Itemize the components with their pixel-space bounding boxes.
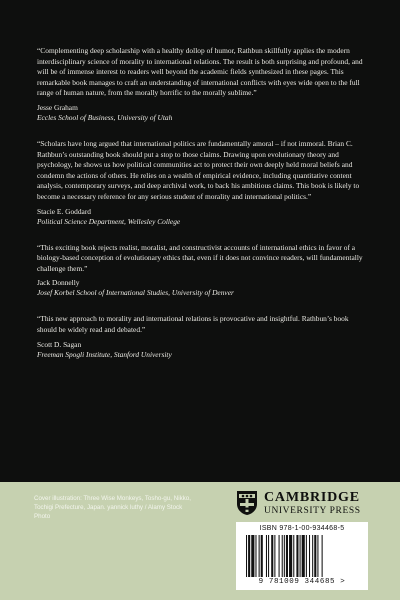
barcode-bar <box>255 535 256 577</box>
publisher-name: CAMBRIDGE <box>264 490 360 505</box>
endorsement-author: Jack Donnelly <box>37 278 80 288</box>
endorsement-quote: “This new approach to morality and international relations is provocative and insightful. Rathbun’s book should be widely read and debated.” <box>37 314 349 334</box>
cambridge-shield-icon <box>236 490 258 516</box>
endorsements <box>37 46 367 376</box>
endorsement-affiliation: Eccles School of Business, University of Utah <box>37 112 173 122</box>
barcode-bar <box>322 535 323 577</box>
footer-band <box>0 482 400 600</box>
endorsement-quote: “This exciting book rejects realist, moralist, and constructivist accounts of international ethics in favor of a biology-based conception of evolutionary ethics that, even if it does not convince readers, will fundamentally challenge them.” <box>37 242 363 273</box>
barcode-bar <box>259 535 260 577</box>
barcode-bar <box>279 535 280 577</box>
barcode-bar <box>251 535 254 577</box>
publisher-subtitle: UNIVERSITY PRESS <box>264 506 361 516</box>
endorsement-quote: “Scholars have long argued that international politics are fundamentally amoral – if not immoral. Brian C. Rathbun’s outstanding book should put a stop to those claims. Drawing upon evolutionary theory and psychology, he shows us how political communities act to protect their own deeply held moral beliefs and condemn the actions of others. He relies on a wealth of empirical evidence, including quantitative content analysis, contemporary surveys, and deep archival work, to back his ambitious claims. This book is likely to become a necessary reference for any serious student of morality and international politics.” <box>37 138 360 201</box>
barcode-bar <box>268 535 269 577</box>
barcode-bar <box>282 535 283 577</box>
barcode-bar <box>284 535 285 577</box>
barcode-bar <box>261 535 263 577</box>
endorsement-quote: “Complementing deep scholarship with a healthy dollop of humor, Rathbun skillfully applies the modern interdisciplinary science of morality to international relations. The result is both surprising and profound, and will be of immense interest to readers well beyond the academic fields synthesized in these pages. This remarkable book manages to craft an understanding of international conflicts with eyes wide open to the full range of human nature, from the morally horrific to the morally sublime.” <box>37 46 363 98</box>
barcode-bar <box>246 535 247 577</box>
endorsement-author: Jesse Graham <box>37 102 78 112</box>
barcode-digits: 9 781009 344685 > <box>258 578 346 586</box>
barcode-bar <box>306 535 307 577</box>
barcode-bar <box>302 535 305 577</box>
endorsement-4 <box>37 314 367 359</box>
barcode-bar <box>274 535 275 577</box>
endorsement-author: Stacie E. Goddard <box>37 206 91 216</box>
isbn-text: ISBN 978-1-00-934468-5 <box>259 525 345 532</box>
publisher-logo <box>236 490 376 518</box>
barcode-bar <box>300 535 301 577</box>
cover-illustration-credit: Cover illustration: Three Wise Monkeys, Tosho-gu, Nikko, Tochigi Prefecture, Japan. yannick luthy / Alamy Stock Photo <box>34 495 191 520</box>
barcode-bar <box>309 535 310 577</box>
barcode-icon <box>244 535 360 577</box>
endorsement-affiliation: Freeman Spogli Institute, Stanford University <box>37 349 172 359</box>
barcode-panel <box>236 522 368 590</box>
barcode-bar <box>296 535 298 577</box>
endorsement-affiliation: Josef Korbel School of International Studies, University of Denver <box>37 288 234 298</box>
endorsement-affiliation: Political Science Department, Wellesley College <box>37 216 181 226</box>
barcode-bar <box>248 535 250 577</box>
barcode-bar <box>266 535 267 577</box>
barcode-bar <box>317 535 318 577</box>
endorsement-1 <box>37 46 367 123</box>
endorsement-3 <box>37 243 367 299</box>
barcode-bar <box>271 535 273 577</box>
endorsement-author: Scott D. Sagan <box>37 339 82 349</box>
barcode-bar <box>312 535 313 577</box>
barcode-bar <box>293 535 294 577</box>
barcode-bar <box>289 535 292 577</box>
endorsement-2 <box>37 139 367 227</box>
barcode-bar <box>314 535 316 577</box>
barcode-bar <box>286 535 288 577</box>
